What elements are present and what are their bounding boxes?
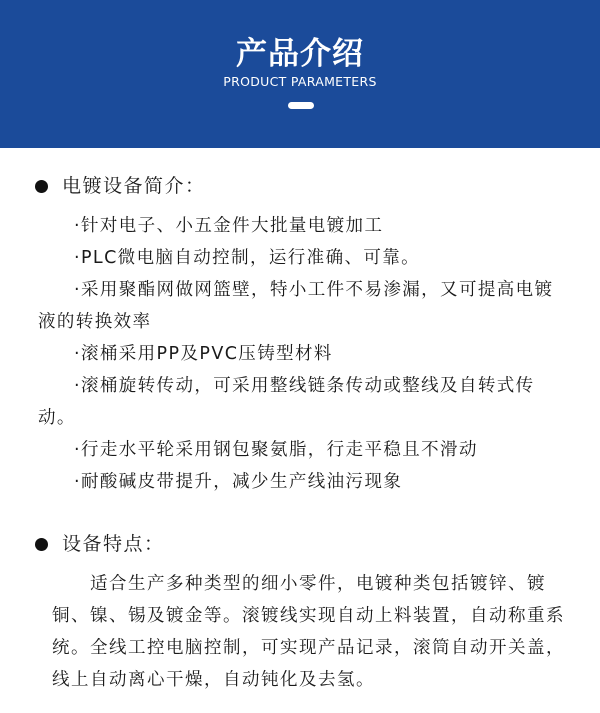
section-intro (0, 172, 600, 492)
header-banner (0, 0, 600, 148)
feature-item: ·行走水平轮采用钢包聚氨脂，行走平稳且不滑动 (74, 440, 478, 460)
bullet-dot-icon (35, 538, 48, 551)
banner-decoration-bar (288, 102, 314, 109)
section-heading-text: 设备特点： (62, 533, 165, 555)
feature-item: ·耐酸碱皮带提升，减少生产线油污现象 (74, 472, 403, 492)
feature-item: ·PLC微电脑自动控制，运行准确、可靠。 (74, 248, 421, 268)
section-heading-text: 电镀设备简介： (62, 175, 206, 197)
section-heading (0, 530, 600, 558)
bullet-dot-icon (35, 180, 48, 193)
banner-title: 产品介绍 (236, 36, 364, 72)
features-paragraph: 适合生产多种类型的细小零件，电镀种类包括镀锌、镀铜、镍、锡及镀金等。滚镀线实现自动上料装置，自动称重系统。全线工控电脑控制，可实现产品记录，滚筒自动开关盖，线上自动离心干燥，自动钝化及去氢。 (52, 574, 565, 690)
feature-item: ·滚桶采用PP及PVC压铸型材料 (74, 344, 333, 364)
banner-subtitle: PRODUCT PARAMETERS (223, 74, 377, 89)
section-heading (0, 172, 600, 200)
feature-item: ·针对电子、小五金件大批量电镀加工 (74, 216, 384, 236)
feature-item: ·滚桶旋转传动，可采用整线链条传动或整线及自转式传动。 (38, 376, 535, 428)
feature-list (38, 210, 568, 498)
feature-item: ·采用聚酯网做网篮壁，特小工件不易渗漏，又可提高电镀液的转换效率 (38, 280, 554, 332)
section-features (0, 530, 600, 690)
